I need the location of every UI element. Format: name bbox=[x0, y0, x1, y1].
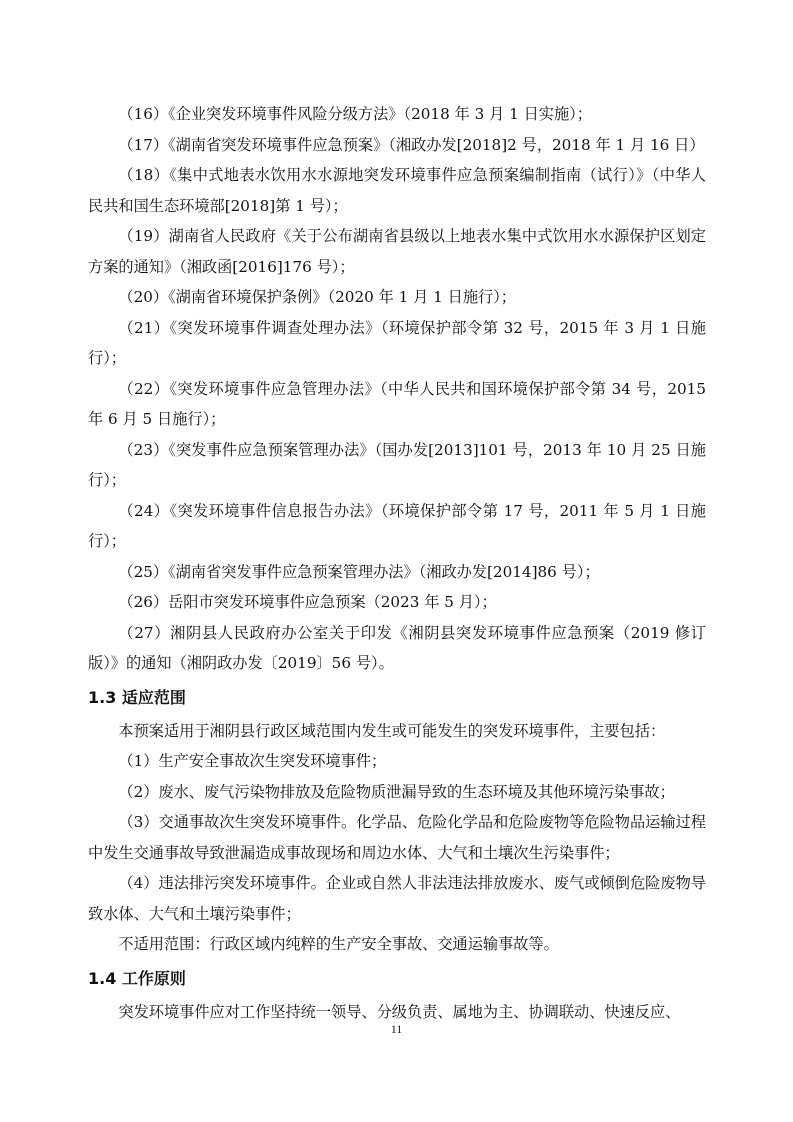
regulation-item-16: （16）《企业突发环境事件风险分级方法》（2018 年 3 月 1 日实施）； bbox=[118, 105, 592, 123]
regulation-item-26: （26）岳阳市突发环境事件应急预案（2023 年 5 月）； bbox=[118, 593, 497, 611]
section-heading-scope: 1.3 适应范围 bbox=[88, 687, 186, 707]
scope-intro: 本预案适用于湘阴县行政区域范围内发生或可能发生的突发环境事件，主要包括： bbox=[118, 721, 666, 740]
scope-item-2: （2）废水、废气污染物排放及危险物质泄漏导致的生态环境及其他环境污染事故； bbox=[118, 782, 675, 801]
regulation-item-19: （19）湖南省人民政府《关于公布湖南省县级以上地表水集中式饮用水水源保护区划定方案的通知》（湘政函[2016]176 号）； bbox=[88, 227, 706, 276]
scope-exclusion: 不适用范围：行政区域内纯粹的生产安全事故、交通运输事故等。 bbox=[118, 935, 559, 953]
page-number: 11 bbox=[390, 1022, 403, 1036]
scope-item-3: （3）交通事故次生突发环境事件。化学品、危险化学品和危险废物等危险物品运输过程中发生交通事故导致泄漏造成事故现场和周边水体、大气和土壤次生污染事件； bbox=[88, 813, 706, 862]
regulation-item-24: （24）《突发环境事件信息报告办法》（环境保护部令第 17 号，2011 年 5 月 1 日施行）； bbox=[88, 501, 706, 550]
principles-paragraph: 突发环境事件应对工作坚持统一领导、分级负责、属地为主、协调联动、快速反应、 bbox=[118, 1002, 681, 1021]
regulation-item-22: （22）《突发环境事件应急管理办法》（中华人民共和国环境保护部令第 34 号，2015 年 6 月 5 日施行）； bbox=[88, 379, 706, 428]
page-content bbox=[88, 99, 706, 1027]
regulation-item-23: （23）《突发事件应急预案管理办法》（国办发[2013]101 号，2013 年 10 月 25 日施行）； bbox=[88, 440, 706, 489]
scope-item-1: （1）生产安全事故次生突发环境事件； bbox=[118, 752, 387, 770]
regulation-item-20: （20）《湖南省环境保护条例》（2020 年 1 月 1 日施行）； bbox=[118, 288, 516, 306]
regulation-item-27: （27）湘阴县人民政府办公室关于印发《湘阴县突发环境事件应急预案（2019 修订版）》的通知（湘阴政办发〔2019〕56 号）。 bbox=[88, 623, 706, 672]
regulation-item-21: （21）《突发环境事件调查处理办法》（环境保护部令第 32 号，2015 年 3 月 1 日施行）； bbox=[88, 318, 706, 367]
scope-item-4: （4）违法排污突发环境事件。企业或自然人非法违法排放废水、废气或倾倒危险废物导致水体、大气和土壤污染事件； bbox=[88, 874, 706, 923]
regulation-item-25: （25）《湖南省突发事件应急预案管理办法》（湘政办发[2014]86 号）； bbox=[118, 562, 600, 581]
regulation-item-18: （18）《集中式地表水饮用水水源地突发环境事件应急预案编制指南（试行）》（中华人民共和国生态环境部[2018]第 1 号）； bbox=[88, 166, 706, 215]
regulation-item-17: （17）《湖南省突发环境事件应急预案》（湘政办发[2018]2 号，2018 年 1 月 16 日） bbox=[118, 135, 705, 154]
section-heading-principles: 1.4 工作原则 bbox=[88, 968, 186, 988]
